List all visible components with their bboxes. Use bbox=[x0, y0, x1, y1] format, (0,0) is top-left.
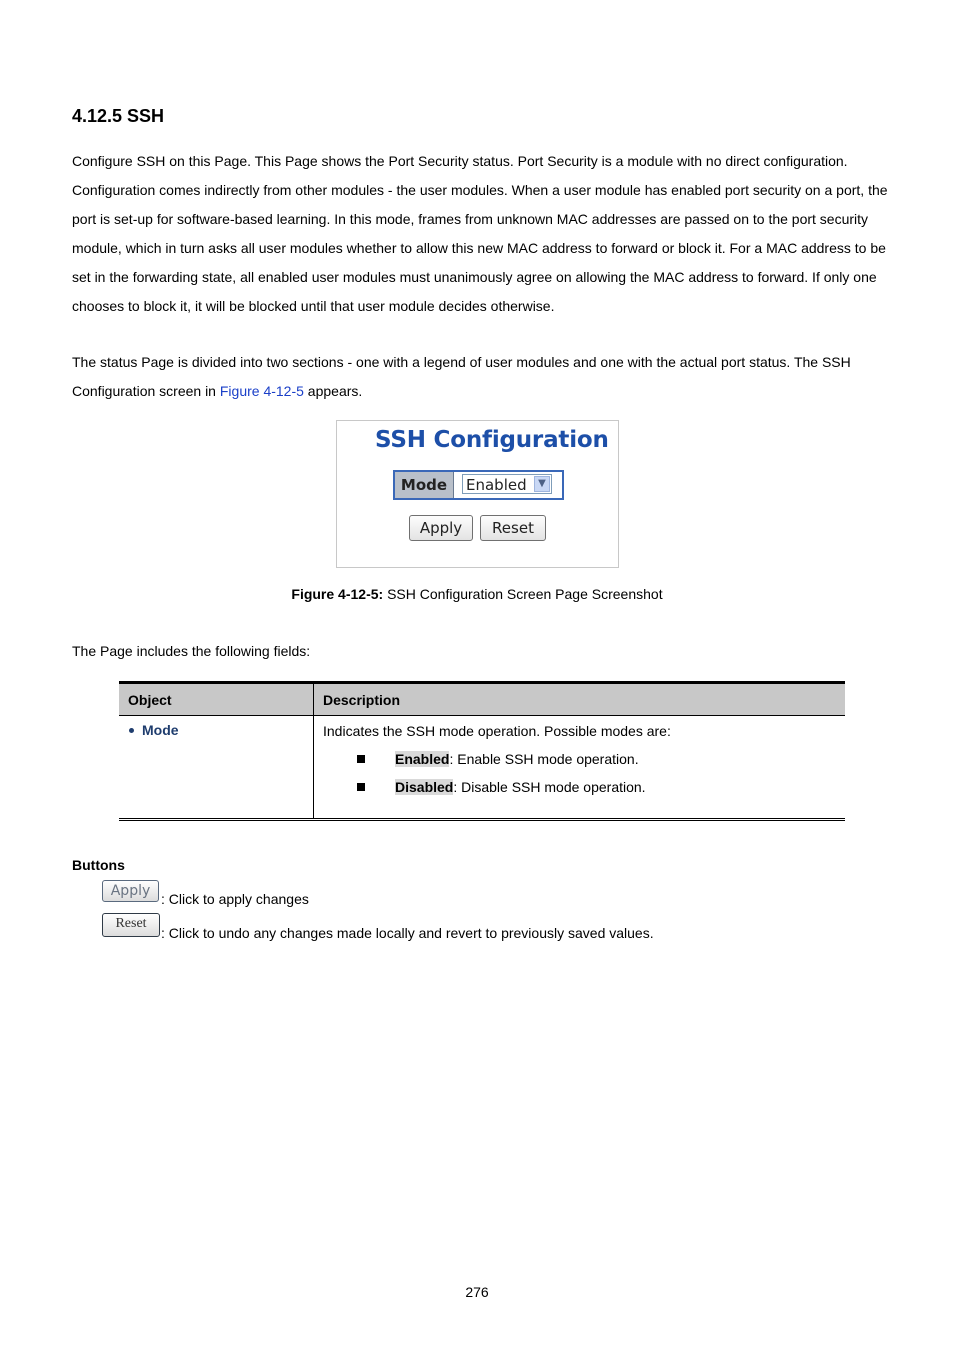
square-bullet-icon bbox=[357, 755, 365, 763]
apply-description: : Click to apply changes bbox=[161, 891, 309, 907]
header-description: Description bbox=[314, 683, 846, 716]
option-term: Enabled bbox=[395, 751, 450, 767]
mode-select[interactable] bbox=[462, 474, 552, 494]
table-row bbox=[119, 716, 845, 820]
intro-paragraph: Configure SSH on this Page. This Page shows the Port Security status. Port Security is a module with no direct configuration. Configuration comes indirectly from other modules - the user modules. When a user module has enabled port security on a port, the port is set-up for software-based learning. In this mode, frames from unknown MAC addresses are passed on to the port security module, which in turn asks all user modules whether to allow this new MAC address to forward or block it. For a MAC address to be set in the forwarding state, all enabled user modules must unanimously agree on allowing the MAC address to forward. If only one chooses to block it, it will be blocked until that user module decides otherwise. bbox=[72, 153, 888, 314]
description-text: Indicates the SSH mode operation. Possible modes are: bbox=[323, 723, 671, 739]
figure-caption bbox=[0, 586, 954, 602]
header-object: Object bbox=[119, 683, 314, 716]
bullet-icon bbox=[129, 728, 134, 733]
mode-row bbox=[393, 470, 564, 500]
option-enabled bbox=[323, 751, 836, 768]
status-paragraph bbox=[72, 348, 888, 406]
option-text: : Enable SSH mode operation. bbox=[449, 751, 639, 767]
figure-link[interactable]: Figure 4-12-5 bbox=[219, 383, 304, 399]
reset-description: : Click to undo any changes made locally and revert to previously saved values. bbox=[161, 925, 654, 941]
square-bullet-icon bbox=[357, 783, 365, 791]
option-term: Disabled bbox=[395, 779, 454, 795]
apply-button[interactable]: Apply bbox=[409, 515, 473, 541]
reset-button-example[interactable]: Reset bbox=[102, 913, 160, 937]
apply-button-example[interactable]: Apply bbox=[102, 880, 159, 902]
figure-caption-label: Figure 4-12-5: bbox=[291, 586, 384, 602]
status-paragraph-tail: appears. bbox=[303, 383, 363, 399]
status-paragraph-text: The status Page is divided into two sections - one with a legend of user modules and one with the actual port status. The SSH Configuration screen in bbox=[72, 354, 851, 399]
section-heading: 4.12.5 SSH bbox=[72, 106, 165, 126]
ssh-config-screenshot bbox=[336, 420, 619, 568]
reset-button[interactable]: Reset bbox=[480, 515, 546, 541]
fields-table bbox=[119, 681, 845, 821]
ssh-config-title: SSH Configuration bbox=[375, 427, 609, 453]
mode-select-value: Enabled bbox=[466, 476, 527, 494]
mode-label: Mode bbox=[395, 472, 454, 498]
figure-caption-text: SSH Configuration Screen Page Screenshot bbox=[383, 586, 663, 602]
object-cell bbox=[119, 716, 314, 820]
option-disabled bbox=[323, 779, 836, 796]
description-cell bbox=[314, 716, 846, 820]
option-text: : Disable SSH mode operation. bbox=[453, 779, 646, 795]
table-header-row bbox=[119, 683, 845, 716]
fields-intro: The Page includes the following fields: bbox=[72, 643, 311, 659]
chevron-down-icon[interactable]: ▼ bbox=[534, 476, 550, 492]
page-number: 276 bbox=[465, 1284, 489, 1300]
object-name: Mode bbox=[142, 722, 179, 738]
buttons-heading: Buttons bbox=[72, 857, 125, 873]
